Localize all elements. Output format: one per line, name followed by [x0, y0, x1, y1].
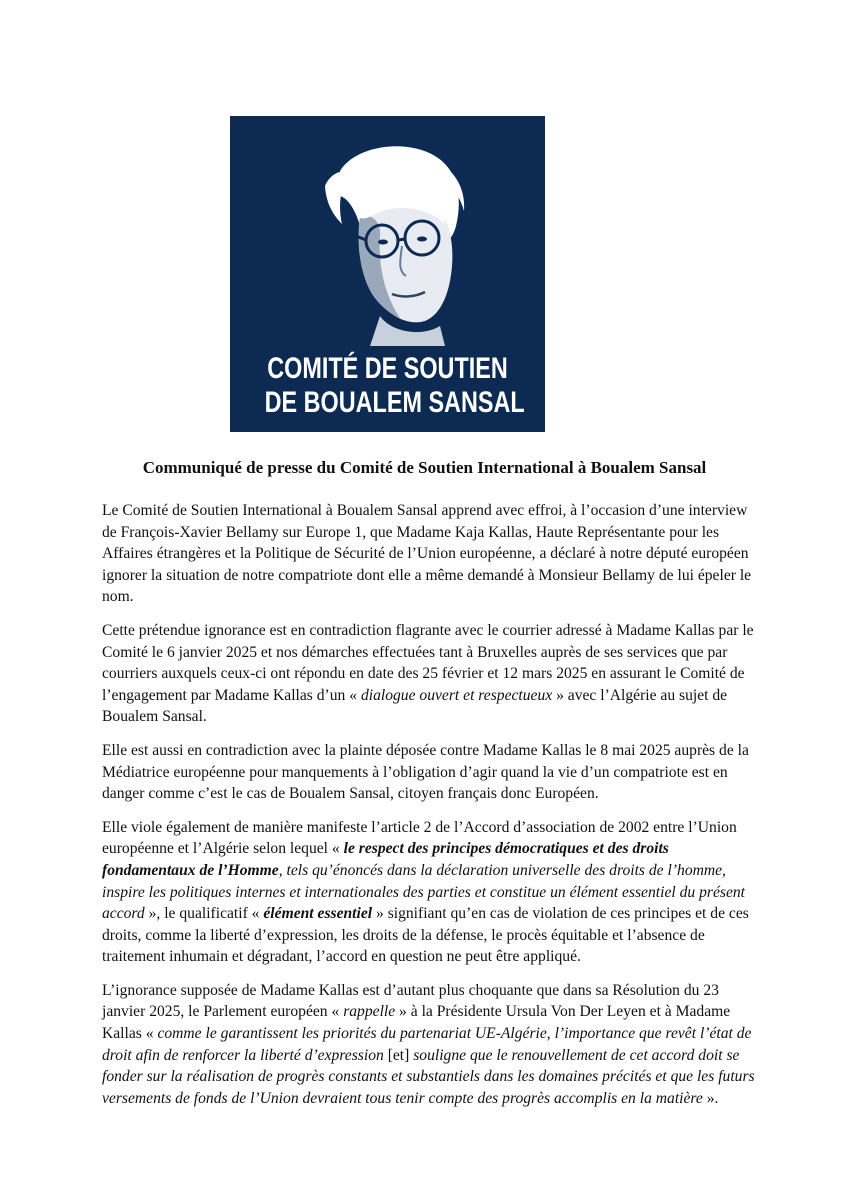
- logo-line-2: DE BOUALEM SANSAL: [264, 386, 525, 419]
- paragraph-2: [102, 620, 762, 728]
- committee-logo: [230, 116, 545, 432]
- paragraph-4: [102, 817, 762, 968]
- paragraph-3: [102, 740, 762, 805]
- paragraph-4-essential-element: élément essentiel: [263, 905, 373, 923]
- portrait-illustration: [230, 116, 545, 346]
- paragraph-1-text: Le Comité de Soutien International à Boualem Sansal apprend avec effroi, à l’occasion d’une interview de François-Xavier Bellamy sur Europe 1, que Madame Kaja Kallas, Haute Représentante pour les Affaires étrangères et la Politique de Sécurité de l’Union européenne, a déclaré à notre député européen ignorer la situation de notre compatriote dont elle a même demandé à Monsieur Bellamy de lui épeler le nom.: [102, 502, 752, 606]
- press-release-body: [102, 500, 762, 1121]
- paragraph-5-text-e: [et]: [383, 1046, 414, 1064]
- logo-line-1: COMITÉ DE SOUTIEN: [267, 352, 508, 385]
- paragraph-5-quote-2: souligne que le renouvellement de cet accord doit se fonder sur la réalisation de progrès constants et substantiels dans les domaines précités et que les futurs versements de fonds de l’Union devraient tous tenir compte des progrès accomplis en la matière: [102, 1046, 755, 1107]
- paragraph-4-text-d: », le qualificatif «: [144, 905, 264, 923]
- paragraph-2-quote: dialogue ouvert et respectueux: [360, 686, 553, 704]
- paragraph-5: [102, 980, 762, 1110]
- paragraph-5-text-c: » à la Présidente Ursula Von Der Leyen et à Madame Kallas «: [102, 1003, 731, 1043]
- paragraph-4-text-f: » signifiant qu’en cas de violation de ces principes et de ces droits, comme la liberté d’expression, les droits de la défense, le procès équitable et l’absence de traitement inhumain et dégradant, l’accord en question ne peut être appliqué.: [102, 905, 749, 966]
- paragraph-4-quote-italic: , tels qu’énoncés dans la déclaration universelle des droits de l’homme, inspire les politiques internes et internationales des parties et constitue un élément essentiel du présent accord: [102, 861, 745, 923]
- paragraph-4-text-a: Elle viole également de manière manifeste l’article 2 de l’Accord d’association de 2002 entre l’Union européenne et l’Algérie selon lequel «: [102, 818, 737, 858]
- page-title: Communiqué de presse du Comité de Soutien International à Boualem Sansal: [142, 458, 707, 477]
- paragraph-1: [102, 500, 762, 608]
- paragraph-5-text-a: L’ignorance supposée de Madame Kallas est d’autant plus choquante que dans sa Résolution du 23 janvier 2025, le Parlement européen «: [102, 981, 719, 1021]
- paragraph-5-quote-1: comme le garantissent les priorités du partenariat UE-Algérie, l’importance que revêt l’état de droit afin de renforcer la liberté d’expression: [102, 1025, 752, 1064]
- paragraph-2-text-c: » avec l’Algérie au sujet de Boualem Sansal.: [102, 686, 728, 726]
- paragraph-4-quote-bold: le respect des principes démocratiques et des droits fondamentaux de l’Homme: [102, 840, 669, 879]
- paragraph-5-text-g: ».: [702, 1089, 719, 1107]
- paragraph-3-text: Elle est aussi en contradiction avec la plainte déposée contre Madame Kallas le 8 mai 2025 auprès de la Médiatrice européenne pour manquements à l’obligation d’agir quand la vie d’un compatriote est en danger comme c’est le cas de Boualem Sansal, citoyen français donc Européen.: [102, 741, 749, 803]
- paragraph-5-rappelle: rappelle: [343, 1003, 396, 1021]
- paragraph-2-text-a: Cette prétendue ignorance est en contradiction flagrante avec le courrier adressé à Madame Kallas par le Comité le 6 janvier 2025 et nos démarches effectuées tant à Bruxelles auprès de ses services que par courriers auxquels ceux-ci ont répondu en date des 25 février et 12 mars 2025 en assurant le Comité de l’engagement par Madame Kallas d’un «: [102, 621, 754, 704]
